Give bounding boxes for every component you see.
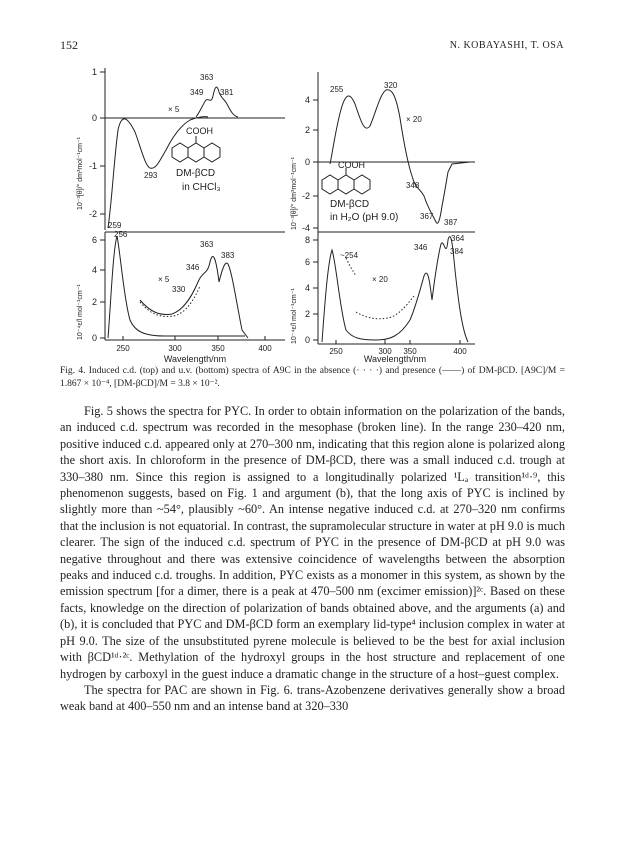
left-structure-icon	[172, 136, 220, 162]
left-uv-tick: 2	[91, 297, 97, 307]
right-cd-tick: 4	[304, 95, 310, 105]
right-cd-ylabel: 10⁻³[θ]/° dm³mol⁻¹cm⁻¹	[291, 156, 298, 230]
left-uv-tick: 0	[91, 333, 97, 343]
left-cd-tick: -1	[88, 161, 97, 171]
right-cd-tick: 0	[304, 157, 310, 167]
left-xlabel: Wavelength/nm	[163, 354, 227, 364]
left-cd-tick: 1	[91, 67, 97, 77]
paragraph: The spectra for PAC are shown in Fig. 6. trans-Azobenzene derivatives generally show a broad weak band at 400–550 nm and an intense band at 320–330	[60, 682, 565, 714]
left-cd-label: 381	[220, 88, 234, 97]
paragraph: Fig. 5 shows the spectra for PYC. In order to obtain information on the polarization of the bands, an induced c.d. spectrum was recorded in the mesophase (broken line). In the range 230–420 nm, positive induced c.d. appeared only at 270–300 nm, indicating that this region alone is polarized along the short axis. In chloroform in the presence of DM-βCD, there was a small induced c.d. trough at 330–380 nm. Since this region is assigned to a longitudinally polarized ¹Lₐ transition¹ᵈ·⁹, this phenomenon suggests, based on Fig. 1 and argument (b), that the long axis of PYC is inclined by slightly more than ~54°, plausibly ~60°. An intense negative induced c.d. at 270–320 nm confirms that the inclusion is not equatorial. In contrast, the supramolecular structure in water at pH 9.0 is much clearer. The sign of the induced c.d. spectrum of PYC in the presence of DM-βCD at pH 9.0 was negative throughout and there was extensive coincidence of wavelengths between the absorption peaks and induced c.d. troughs. In addition, PYC exists as a monomer in this system, as shown by the emission spectrum [for a dimer, there is a peak at 470–500 nm (excimer emission)]²ᶜ. Based on these facts, knowledge on the direction of polarization of bands obtained above, and the arguments (a) and (b), it is concluded that PYC and DM-βCD form an exemplary lid-type⁴ inclusion complex in water at pH 9.0. The size of the unsubstituted pyrene molecule is believed to be the best for axial inclusion with βCD¹ᵈ·²ᶜ. Methylation of the hydroxyl groups in the host structure and replacement of one hydrogen by carboxyl in the guest induce a dramatic change in the structure of a host–guest complex.	[60, 404, 565, 681]
running-head: N. KOBAYASHI, T. OSA	[449, 40, 564, 51]
right-cd-label: 320	[384, 81, 398, 90]
right-x-tick: 400	[453, 347, 467, 356]
right-xlabel: Wavelength/nm	[363, 354, 427, 364]
left-structure-label: COOH	[186, 126, 213, 136]
right-uv-tick: 2	[304, 309, 310, 319]
right-x-tick: 300	[378, 347, 392, 356]
right-uv-label: ~254	[340, 251, 359, 260]
left-uv-tick: 6	[91, 235, 97, 245]
right-uv-label: × 20	[372, 275, 388, 284]
left-cd-label: 293	[144, 171, 158, 180]
left-legend-line2: in CHCl₃	[182, 182, 221, 193]
right-uv-tick: 0	[304, 335, 310, 345]
right-uv-dotted-curve	[356, 296, 414, 319]
left-cd-tick: -2	[88, 209, 97, 219]
right-cd-label: × 20	[406, 115, 422, 124]
left-x-tick: 300	[168, 344, 182, 353]
left-uv-label: 346	[186, 263, 200, 272]
left-uv-label: × 5	[158, 275, 170, 284]
right-uv-tick: 4	[304, 283, 310, 293]
left-uv-label: 330	[172, 285, 186, 294]
right-uv-label: 364	[451, 234, 465, 243]
left-uv-ylabel: 10⁻⁴ε/l mol⁻¹cm⁻¹	[77, 284, 84, 340]
left-cd-ylabel: 10⁻³[θ]/° dm³mol⁻¹cm⁻¹	[77, 136, 84, 210]
left-uv-label: 383	[221, 251, 235, 260]
right-cd-tick: 2	[304, 125, 310, 135]
left-legend-line1: DM-βCD	[176, 168, 216, 179]
left-x-tick: 400	[258, 344, 272, 353]
right-cd-label: 387	[444, 218, 458, 227]
right-cd-tick: -2	[301, 191, 310, 201]
left-uv-label: 256	[114, 230, 128, 239]
right-cd-label: 348	[406, 181, 420, 190]
right-uv-tick: 8	[304, 235, 310, 245]
right-uv-label: 384	[450, 247, 464, 256]
right-x-tick: 250	[329, 347, 343, 356]
left-uv-label: 363	[200, 240, 214, 249]
left-cd-label: 363	[200, 73, 214, 82]
right-structure-icon	[322, 168, 370, 194]
left-cd-label: 349	[190, 88, 204, 97]
left-uv-dotted-curve	[140, 286, 200, 316]
figure-caption: Fig. 4. Induced c.d. (top) and u.v. (bottom) spectra of A9C in the absence (· · · ·) and presence (——) of DM-βCD. [A9C]/M = 1.867 × 10⁻⁴, [DM-βCD]/M = 3.8 × 10⁻².	[60, 366, 565, 389]
right-cd-label: 367	[420, 212, 434, 221]
left-x-tick: 350	[211, 344, 225, 353]
left-cd-tick: 0	[91, 113, 97, 123]
right-cd-label: 255	[330, 85, 344, 94]
right-uv-tick: 6	[304, 257, 310, 267]
left-x-tick: 250	[116, 344, 130, 353]
right-legend-line1: DM-βCD	[330, 199, 370, 210]
right-cd-tick: -4	[301, 223, 310, 233]
right-x-tick: 350	[403, 347, 417, 356]
right-uv-ylabel: 10⁻⁴ε/l mol⁻¹cm⁻¹	[291, 288, 298, 344]
left-cd-label: 259	[108, 221, 122, 230]
left-cd-label: × 5	[168, 105, 180, 114]
right-legend-line2: in H₂O (pH 9.0)	[330, 212, 399, 223]
right-structure-label: COOH	[338, 160, 365, 170]
page-number: 152	[60, 38, 78, 52]
body-text	[60, 403, 565, 715]
left-uv-tick: 4	[91, 265, 97, 275]
right-uv-label: 346	[414, 243, 428, 252]
